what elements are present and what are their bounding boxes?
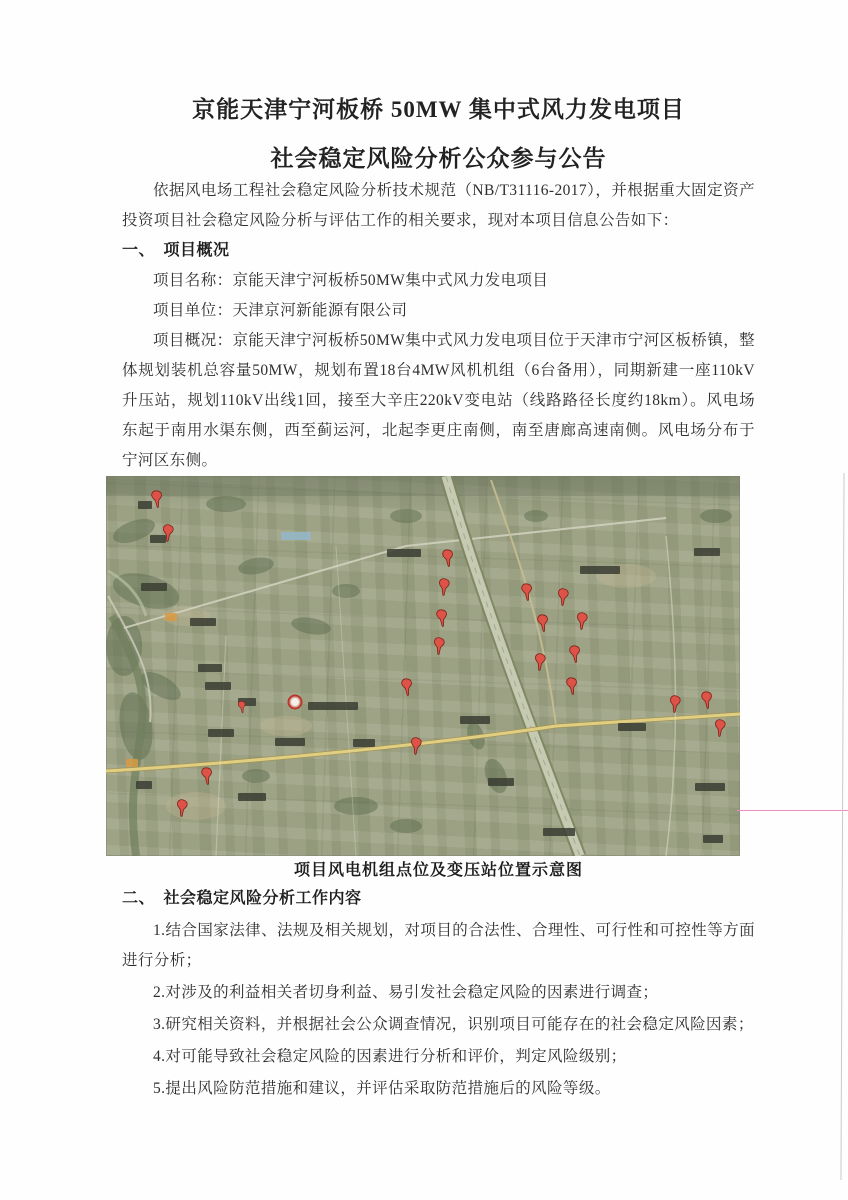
turbine-marker-icon — [432, 636, 446, 656]
turbine-marker-icon — [713, 718, 727, 738]
map-label-smudge — [281, 532, 311, 540]
map-label-smudge — [460, 716, 490, 724]
turbine-marker-icon — [237, 700, 247, 714]
section-one-heading: 一、 项目概况 — [122, 242, 230, 259]
work-item-2: 2.对涉及的利益相关者切身利益、易引发社会稳定风险的因素进行调查； — [153, 984, 659, 1001]
map-label-smudge — [165, 613, 177, 621]
turbine-marker-icon — [149, 489, 164, 509]
project-overview-paragraph: 项目概况：京能天津宁河板桥50MW集中式风力发电项目位于天津市宁河区板桥镇，整体规划装机总容量50MW，规划布置18台4MW风机机组（6台备用），同期新建一座110kV升压站，规划110kV出线1回，接至大辛庄220kV变电站（线路路径长度约18km）。风电场东起于南用水渠东侧，西至蓟运河，北起李更庄南侧，南至唐廊高速南侧。风电场分布于宁河区东侧。 — [122, 332, 756, 469]
map-label-smudge — [543, 828, 575, 836]
map-label-smudge — [580, 566, 620, 574]
map-label-smudge — [353, 739, 375, 747]
work-item-4: 4.对可能导致社会稳定风险的因素进行分析和评价，判定风险级别； — [153, 1048, 627, 1065]
turbine-marker-icon — [409, 736, 423, 756]
map-label-smudge — [308, 702, 358, 710]
turbine-marker-icon — [400, 677, 415, 697]
map-label-smudge — [387, 549, 421, 557]
map-figure — [122, 476, 755, 884]
map-label-smudge — [126, 759, 138, 767]
turbine-marker-icon — [668, 694, 682, 714]
scan-artifact-gray-line — [840, 473, 844, 1180]
substation-marker-icon — [287, 694, 302, 709]
turbine-marker-icon — [175, 799, 189, 819]
turbine-marker-icon — [520, 582, 535, 602]
map-label-smudge — [198, 664, 222, 672]
turbine-marker-icon — [575, 612, 589, 632]
document-title-line2: 社会稳定风险分析公众参与公告 — [270, 146, 607, 171]
turbine-marker-icon — [161, 523, 175, 543]
work-item-5: 5.提出风险防范措施和建议，并评估采取防范措施后的风险等级。 — [153, 1080, 611, 1097]
turbine-marker-icon — [700, 690, 715, 710]
intro-paragraph: 依据风电场工程社会稳定风险分析技术规范（NB/T31116-2017），并根据重大固定资产投资项目社会稳定风险分析与评估工作的相关要求，现对本项目信息公告如下： — [122, 182, 755, 229]
map-label-smudge — [141, 583, 167, 591]
map-caption: 项目风电机组点位及变压站位置示意图 — [293, 862, 583, 879]
map-label-smudge — [618, 723, 646, 731]
turbine-marker-icon — [535, 613, 550, 633]
map-label-smudge — [275, 738, 305, 746]
scan-artifact-pink-line — [737, 810, 848, 811]
turbine-marker-icon — [440, 548, 455, 568]
map-label-smudge — [694, 548, 720, 556]
map-label-smudge — [190, 618, 216, 626]
work-item-3: 3.研究相关资料，并根据社会公众调查情况，识别项目可能存在的社会稳定风险因素； — [153, 1016, 754, 1033]
turbine-marker-icon — [199, 766, 214, 786]
map-label-smudge — [488, 778, 514, 786]
turbine-marker-icon — [437, 577, 451, 597]
section-two-heading: 二、 社会稳定风险分析工作内容 — [122, 890, 362, 907]
project-name-line: 项目名称：京能天津宁河板桥50MW集中式风力发电项目 — [153, 272, 549, 289]
map-label-smudge — [703, 835, 723, 843]
map-label-smudge — [238, 793, 266, 801]
map-label-smudge — [695, 783, 725, 791]
turbine-marker-icon — [565, 676, 580, 696]
turbine-marker-icon — [533, 652, 547, 672]
work-item-1: 1.结合国家法律、法规及相关规划，对项目的合法性、合理性、可行性和可控性等方面进行分析； — [122, 922, 755, 969]
turbine-marker-icon — [568, 644, 583, 664]
map-label-smudge — [136, 781, 152, 789]
map-label-smudge — [205, 682, 231, 690]
turbine-marker-icon — [435, 608, 450, 628]
project-unit-line: 项目单位：天津京河新能源有限公司 — [153, 302, 408, 319]
map-label-smudge — [208, 729, 234, 737]
document-title-line1: 京能天津宁河板桥 50MW 集中式风力发电项目 — [192, 97, 685, 122]
project-map-image — [106, 476, 740, 856]
turbine-marker-icon — [556, 587, 570, 607]
